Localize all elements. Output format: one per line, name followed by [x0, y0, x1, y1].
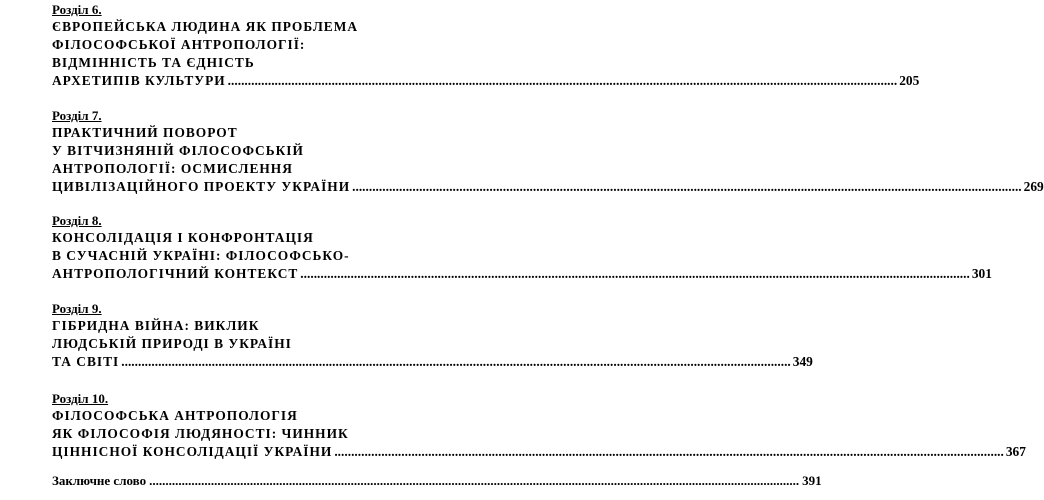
section-title-line: КОНСОЛІДАЦІЯ І КОНФРОНТАЦІЯ [52, 230, 314, 245]
section-title-line: ВІДМІННІСТЬ ТА ЄДНІСТЬ [52, 55, 255, 70]
section-title-line: ФІЛОСОФСЬКОЇ АНТРОПОЛОГІЇ: [52, 37, 306, 52]
section-title-line: АРХЕТИПІВ КУЛЬТУРИ [52, 73, 226, 88]
dot-leader: ........................................................................................................................................................................................................ [352, 179, 1022, 194]
section-heading: Розділ 9. [52, 301, 102, 316]
toc-section-8 [52, 213, 992, 283]
page-number: 205 [899, 73, 920, 88]
section-title-line-with-page [52, 178, 1044, 196]
afterword-label: Заключне слово [52, 473, 147, 488]
section-title-line-with-page [52, 265, 992, 283]
page-number: 269 [1023, 179, 1044, 194]
section-heading: Розділ 6. [52, 2, 102, 17]
section-title-line: У ВІТЧИЗНЯНІЙ ФІЛОСОФСЬКІЙ [52, 143, 304, 158]
toc-section-7 [52, 108, 1044, 196]
section-title-line: АНТРОПОЛОГІЇ: ОСМИСЛЕННЯ [52, 161, 293, 176]
toc-section-10 [52, 391, 1026, 461]
section-title-line: ЛЮДСЬКІЙ ПРИРОДІ В УКРАЇНІ [52, 336, 292, 351]
section-title-line-with-page [52, 353, 813, 371]
section-title-line: ФІЛОСОФСЬКА АНТРОПОЛОГІЯ [52, 408, 298, 423]
toc-section-9 [52, 301, 813, 371]
toc-afterword [52, 472, 822, 490]
section-heading: Розділ 7. [52, 108, 102, 123]
dot-leader: ........................................................................................................................................................................................................ [300, 266, 970, 281]
section-title-line: ПРАКТИЧНИЙ ПОВОРОТ [52, 125, 238, 140]
section-title-line: ТА СВІТІ [52, 354, 120, 369]
section-title-line: В СУЧАСНІЙ УКРАЇНІ: ФІЛОСОФСЬКО- [52, 248, 350, 263]
toc-section-6 [52, 2, 920, 90]
page-number: 301 [971, 266, 992, 281]
dot-leader: ........................................................................................................................................................................................................ [334, 444, 1004, 459]
section-title-line: ЦИВІЛІЗАЦІЙНОГО ПРОЕКТУ УКРАЇНИ [52, 179, 351, 194]
section-heading: Розділ 8. [52, 213, 102, 228]
section-title-line: АНТРОПОЛОГІЧНИЙ КОНТЕКСТ [52, 266, 299, 281]
section-title-line: ЯК ФІЛОСОФІЯ ЛЮДЯНОСТІ: ЧИННИК [52, 426, 349, 441]
section-title-line: ГІБРИДНА ВІЙНА: ВИКЛИК [52, 318, 260, 333]
page-number: 391 [802, 473, 822, 488]
section-title-line: ЦІННІСНОЇ КОНСОЛІДАЦІЇ УКРАЇНИ [52, 444, 333, 459]
dot-leader: ........................................................................................................................................................................................................ [149, 473, 800, 488]
section-title-line: ЄВРОПЕЙСЬКА ЛЮДИНА ЯК ПРОБЛЕМА [52, 19, 359, 34]
dot-leader: ........................................................................................................................................................................................................ [121, 354, 791, 369]
section-heading: Розділ 10. [52, 391, 109, 406]
section-title-line-with-page [52, 443, 1026, 461]
page-number: 349 [792, 354, 813, 369]
page-number: 367 [1005, 444, 1026, 459]
dot-leader: ........................................................................................................................................................................................................ [227, 73, 898, 88]
section-title-line-with-page [52, 72, 920, 90]
